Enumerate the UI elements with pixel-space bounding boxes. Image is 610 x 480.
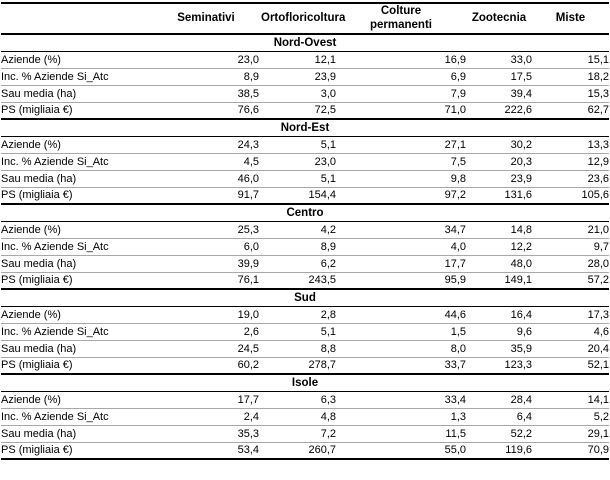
cell: 4,0 [450,240,466,253]
cell: 123,3 [504,359,532,372]
cell: 19,0 [237,308,259,321]
cell: 7,9 [450,87,466,100]
cell: 35,3 [237,427,259,440]
cell: 12,9 [587,155,609,168]
cell: 39,4 [510,87,532,100]
cell: 48,0 [510,257,532,270]
cell: 72,5 [314,104,336,117]
cell: 97,2 [444,189,466,202]
table-row [1,340,609,357]
cell: 222,6 [504,104,532,117]
cell: 2,6 [243,325,259,338]
cell: 17,7 [237,393,259,406]
cell: 24,3 [237,138,259,151]
row-label: Inc. % Aziende Si_Atc [1,70,109,83]
cell: 33,4 [444,393,466,406]
cell: 17,5 [510,70,532,83]
cell: 23,6 [587,172,609,185]
row-label: Aziende (%) [1,393,61,406]
cell: 30,2 [510,138,532,151]
column-header-row [1,3,609,34]
table-row [1,238,609,255]
cell: 119,6 [505,444,532,457]
row-label: Inc. % Aziende Si_Atc [1,240,109,253]
row-label: Aziende (%) [1,223,61,236]
table-row [1,357,609,374]
table-row [1,272,609,289]
row-label: Sau media (ha) [1,172,77,185]
cell: 8,0 [450,342,466,355]
cell: 57,2 [587,274,609,287]
table-row [1,136,609,153]
cell: 2,8 [320,308,336,321]
cell: 9,8 [450,172,466,185]
cell: 17,3 [587,308,609,321]
table-row [1,408,609,425]
row-label: Aziende (%) [1,53,61,66]
cell: 33,7 [444,359,466,372]
cell: 62,7 [587,104,609,117]
table-row [1,153,609,170]
table-row [1,51,609,68]
cell: 52,2 [510,427,532,440]
cell: 1,5 [450,325,466,338]
row-label: Aziende (%) [1,308,61,321]
cell: 55,0 [444,444,466,457]
column-header-colture-permanenti: Colture permanenti [370,5,432,31]
cell: 28,0 [587,257,609,270]
column-header-empty [1,3,153,34]
cell: 33,0 [510,53,532,66]
row-label: Inc. % Aziende Si_Atc [1,410,109,423]
cell: 105,6 [581,189,609,202]
table-row [1,391,609,408]
cell: 260,7 [308,444,336,457]
row-label: Sau media (ha) [1,342,77,355]
cell: 4,2 [320,223,336,236]
cell: 8,9 [243,70,259,83]
cell: 38,5 [237,87,259,100]
cell: 6,9 [450,70,466,83]
table-row [1,323,609,340]
cell: 76,6 [237,104,259,117]
cell: 25,3 [237,223,259,236]
cell: 46,0 [237,172,259,185]
cell: 5,1 [320,138,336,151]
row-label: PS (migliaia €) [1,444,73,457]
cell: 6,2 [320,257,336,270]
column-header-seminativi: Seminativi [177,11,235,24]
cell: 8,9 [320,240,336,253]
cell: 7,2 [320,427,336,440]
row-label: Sau media (ha) [1,257,77,270]
cell: 53,4 [237,444,259,457]
cell: 5,2 [593,410,609,423]
cell: 35,9 [510,342,532,355]
cell: 15,1 [587,53,609,66]
cell: 20,3 [510,155,532,168]
table-row [1,85,609,102]
cell: 28,4 [510,393,532,406]
cell: 70,9 [587,444,609,457]
cell: 95,9 [444,274,466,287]
cell: 23,9 [314,70,336,83]
cell: 4,6 [593,325,609,338]
cell: 27,1 [444,138,466,151]
cell: 12,2 [510,240,532,253]
cell: 14,1 [587,393,609,406]
table-row [1,306,609,323]
cell: 76,1 [237,274,259,287]
section-header-nord-ovest: Nord-Ovest [1,34,609,51]
cell: 131,6 [504,189,532,202]
cell: 13,3 [587,138,609,151]
cell: 6,3 [320,393,336,406]
cell: 12,1 [314,53,336,66]
cell: 15,3 [587,87,609,100]
cell: 7,5 [450,155,466,168]
row-label: PS (migliaia €) [1,359,73,372]
cell: 4,5 [243,155,259,168]
cell: 17,7 [444,257,466,270]
cell: 16,4 [510,308,532,321]
cell: 24,5 [237,342,259,355]
row-label: Sau media (ha) [1,427,77,440]
table-row [1,102,609,119]
table-row [1,255,609,272]
cell: 243,5 [308,274,336,287]
row-label: Sau media (ha) [1,87,77,100]
table-row [1,425,609,442]
column-header-ortofloricoltura: Ortofloricoltura [261,11,346,24]
cell: 1,3 [450,410,466,423]
row-label: Aziende (%) [1,138,61,151]
cell: 18,2 [587,70,609,83]
cell: 71,0 [444,104,466,117]
table-row [1,187,609,204]
cell: 91,7 [237,189,259,202]
cell: 5,1 [320,172,336,185]
table-row [1,68,609,85]
cell: 2,4 [243,410,259,423]
row-label: Inc. % Aziende Si_Atc [1,325,109,338]
cell: 60,2 [237,359,259,372]
cell: 6,4 [516,410,532,423]
cell: 3,0 [320,87,336,100]
cell: 23,9 [510,172,532,185]
table-row [1,170,609,187]
section-header-centro: Centro [1,204,609,221]
section-header-nord-est: Nord-Est [1,119,609,136]
cell: 9,6 [516,325,532,338]
cell: 14,8 [510,223,532,236]
regional-farm-statistics-table [1,2,609,460]
row-label: PS (migliaia €) [1,274,73,287]
cell: 8,8 [320,342,336,355]
row-label: PS (migliaia €) [1,189,73,202]
column-header-miste: Miste [555,11,586,24]
cell: 34,7 [444,223,466,236]
cell: 9,7 [593,240,609,253]
cell: 52,1 [587,359,609,372]
column-header-zootecnia: Zootecnia [471,11,527,24]
cell: 44,6 [444,308,466,321]
cell: 11,5 [445,427,466,440]
section-header-isole: Isole [1,374,609,391]
table-row [1,442,609,459]
cell: 149,1 [504,274,532,287]
section-header-sud: Sud [1,289,609,306]
cell: 23,0 [237,53,259,66]
cell: 6,0 [243,240,259,253]
row-label: PS (migliaia €) [1,104,73,117]
cell: 5,1 [320,325,336,338]
cell: 154,4 [308,189,336,202]
cell: 16,9 [444,53,466,66]
cell: 278,7 [308,359,336,372]
cell: 23,0 [314,155,336,168]
cell: 20,4 [587,342,609,355]
row-label: Inc. % Aziende Si_Atc [1,155,109,168]
cell: 29,1 [587,427,609,440]
cell: 4,8 [320,410,336,423]
cell: 21,0 [587,223,609,236]
table-row [1,221,609,238]
cell: 39,9 [237,257,259,270]
